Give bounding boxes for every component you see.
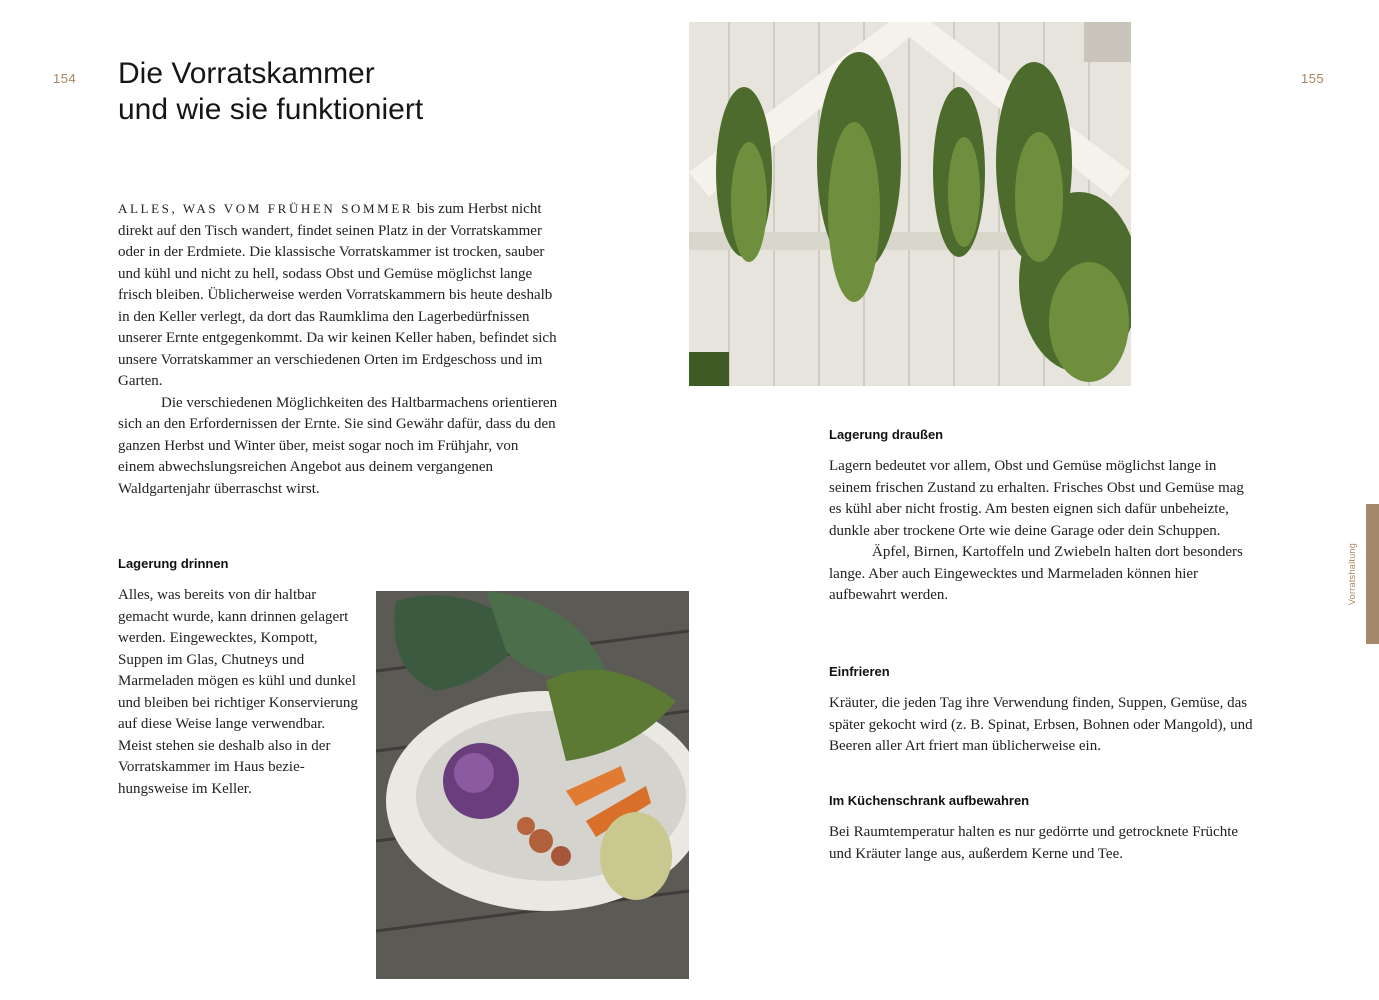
paragraph-lagerung-drinnen: Alles, was bereits von dir haltbar gemacht wurde, kann drinnen gelagert werden. Eingewecktes, Kompott, Suppen im Glas, Chutneys und Marmeladen mögen es kühl und dunkel und bleiben bei richtiger Konservierung auf diese Weise lange verwendbar. Meist stehen sie deshalb also in der Vorratskammer im Haus beziehungsweise im Keller. bbox=[118, 587, 358, 797]
page-title bbox=[118, 56, 423, 128]
heading-lagerung-draussen: Lagerung draußen bbox=[829, 427, 944, 442]
chapter-label-text: Vorratshaltung bbox=[1347, 542, 1357, 606]
intro-text-2: Die verschiedenen Möglichkeiten des Haltbarmachens orientieren sich an den Erfordernissen der Ernte. Sie sind Gewähr dafür, dass du den ganzen Herbst und Winter über, meist sogar noch im Frühjahr, von einem abwechslungsreichen Angebot aus deinem vergangenen Waldgartenjahr überraschst wirst. bbox=[118, 394, 558, 497]
intro-text-1: bis zum Herbst nicht direkt auf den Tisch wandert, findet seinen Platz in der Vorratskammer oder in der Erdmiete. Die klassische Vorratskammer ist trocken, sauber und kühl und nicht zu hell, sodass Obst und Gemüse möglichst lange frisch bleiben. Üblicherweise werden Vorratskammern bis heute deshalb in den Keller verlegt, da dort das Raumklima den Lagerbedürfnissen unserer Ernte entgegenkommt. Da wir keinen Keller haben, befindet sich unsere Vorratskammer an verschiedenen Orten im Erdgeschoss und im Garten. bbox=[118, 201, 557, 389]
photo-hanging-herbs bbox=[689, 22, 1131, 386]
draussen-text-2: Äpfel, Birnen, Kartoffeln und Zwiebeln halten dort besonders lange. Aber auch Eingewecktes und Marmeladen können hier aufbewahrt werden. bbox=[829, 544, 1243, 603]
heading-kuechenschrank: Im Küchenschrank aufbewahren bbox=[829, 793, 1030, 808]
page-number-left: 154 bbox=[53, 71, 77, 86]
paragraph-einfrieren: Kräuter, die jeden Tag ihre Verwendung finden, Suppen, Gemüse, das später gekocht wird (z. B. Spinat, Erbsen, Bohnen oder Mangold), und Beeren aller Art friert man üblicherweise ein. bbox=[829, 695, 1253, 754]
intro-small-caps: ALLES, WAS VOM FRÜHEN SOMMER bbox=[118, 201, 414, 216]
page-number-right: 155 bbox=[1301, 71, 1325, 86]
heading-einfrieren: Einfrieren bbox=[829, 664, 890, 679]
intro-paragraph bbox=[118, 198, 558, 500]
heading-lagerung-drinnen: Lagerung drinnen bbox=[118, 556, 229, 571]
title-line-1: Die Vorratskammer bbox=[118, 57, 375, 90]
chapter-side-tab bbox=[1366, 504, 1379, 644]
paragraph-lagerung-draussen bbox=[829, 456, 1254, 607]
draussen-text-1: Lagern bedeutet vor allem, Obst und Gemüse möglichst lange in seinem frischen Zustand zu erhalten. Frisches Obst und Gemüse mag es kühl aber nicht frostig. Am besten eignen sich dafür unbeheizte, dunkle aber trockene Orte wie deine Garage oder dein Schuppen. bbox=[829, 458, 1244, 539]
photo-vegetable-bowl bbox=[376, 591, 689, 979]
paragraph-kuechenschrank: Bei Raumtemperatur halten es nur gedörrte und getrocknete Früchte und Kräuter lange aus, außerdem Kerne und Tee. bbox=[829, 824, 1239, 862]
title-line-2: und wie sie funktioniert bbox=[118, 93, 424, 126]
